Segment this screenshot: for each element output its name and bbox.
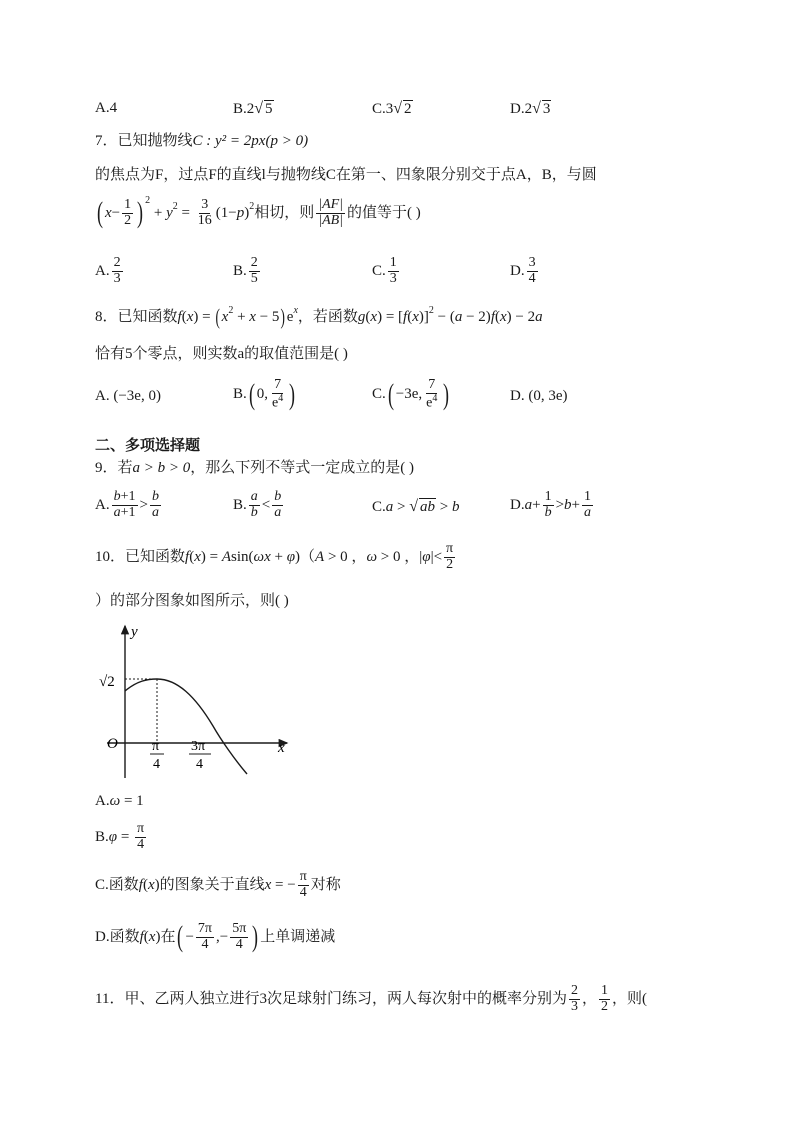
q8-option-c: C. ( −3e, $\frac{7}{e^4}$ ) <box>372 377 450 411</box>
q7-option-a: A. $\frac{2}{3}$ <box>95 255 121 286</box>
tick-3pi-over-4-num: 3π <box>191 739 206 754</box>
peak-value-label: √2 <box>99 674 115 690</box>
q10-option-a: A. ω = 1 <box>95 793 144 809</box>
q10-stem: 10．已知函数 f ( x ) = A sin( ωx + φ ) （ A > 0 ， ω > 0 ，| φ |< $\frac{\pi}{2}$ <box>95 541 454 572</box>
q8-option-b: B. ( 0, $\frac{7}{e^4}$ ) <box>233 377 296 411</box>
q9-option-c: C. a > √ ab > b <box>372 498 460 516</box>
q11-stem: 11．甲、乙两人独立进行3次足球射门练习，两人每次射中的概率分别为 $\frac{2}{3}$ ， $\frac{1}{2}$ ，则( <box>95 983 647 1014</box>
q9-option-d: D. a + $\frac{1}{b}$ > b + $\frac{1}{a}$ <box>510 489 591 520</box>
q10-option-d: D.函数 f ( x ) 在 ( − $\frac{7\pi}{4}$ ,− $\frac{5\pi}{4}$ ) 上单调递减 <box>95 920 336 954</box>
q8-option-a: A. (−3e, 0) <box>95 388 161 404</box>
q7-option-c: C. $\frac{1}{3}$ <box>372 255 397 286</box>
q6-option-c: C. 3 √ 2 <box>372 100 412 118</box>
tick-pi-over-4-num: π <box>152 739 160 754</box>
q9-option-b: B. $\frac{a}{b}$ < $\frac{b}{a}$ <box>233 489 282 520</box>
origin-label: O <box>107 736 118 752</box>
q8-stem-line2: 恰有5个零点，则实数a的取值范围是( ) <box>95 346 348 362</box>
q8-option-d: D. (0, 3e) <box>510 388 568 404</box>
y-axis-label: y <box>131 624 138 640</box>
q10-option-b: B. φ = $\frac{\pi}{4}$ <box>95 821 145 852</box>
q6-option-d: D. 2 √ 3 <box>510 100 551 118</box>
sine-curve <box>125 679 247 774</box>
tick-pi-over-4-den: 4 <box>153 757 160 772</box>
q7-stem-line3: ( x − $\frac{1}{2}$ ) $^2$ + y $^2$ = $\frac{3}{16}$ (1− p ) $^2$ 相切，则 $\frac{|AF|}{|AB|}$ 的值等于( ) <box>97 195 421 230</box>
q7-stem-line1: 7．已知抛物线 C : y² = 2px(p > 0) <box>95 133 309 149</box>
q8-stem-line1: 8．已知函数 f ( x ) = ( x $^2$ + x − 5 ) e $^x$ ，若函数 g ( x ) = [ f ( x )] $^2$ − ( a − 2) f ( x ) − 2 a <box>95 304 543 329</box>
q6-option-a: A.4 <box>95 100 118 116</box>
q7-stem-line2: 的焦点为F，过点F的直线l与抛物线C在第一、四象限分别交于点A，B，与圆 <box>95 167 597 183</box>
section-title: 二、多项选择题 <box>95 436 201 454</box>
q9-stem: 9．若 a > b > 0 ，那么下列不等式一定成立的是( ) <box>95 460 415 476</box>
q9-option-a: A. $\frac{b+1}{a+1}$ > $\frac{b}{a}$ <box>95 489 159 520</box>
q6-option-b: B. 2 √ 5 <box>233 100 273 118</box>
q7-option-b: B. $\frac{2}{5}$ <box>233 255 258 286</box>
x-axis-label: x <box>278 740 285 756</box>
q10-stem-line2: ）的部分图象如图所示，则( ) <box>95 593 289 609</box>
tick-3pi-over-4-den: 4 <box>196 757 203 772</box>
q7-option-d: D. $\frac{3}{4}$ <box>510 255 536 286</box>
q10-option-c: C.函数 f ( x ) 的图象关于直线 x = − $\frac{\pi}{4}$ 对称 <box>95 869 341 900</box>
q10-function-graph <box>95 618 295 780</box>
